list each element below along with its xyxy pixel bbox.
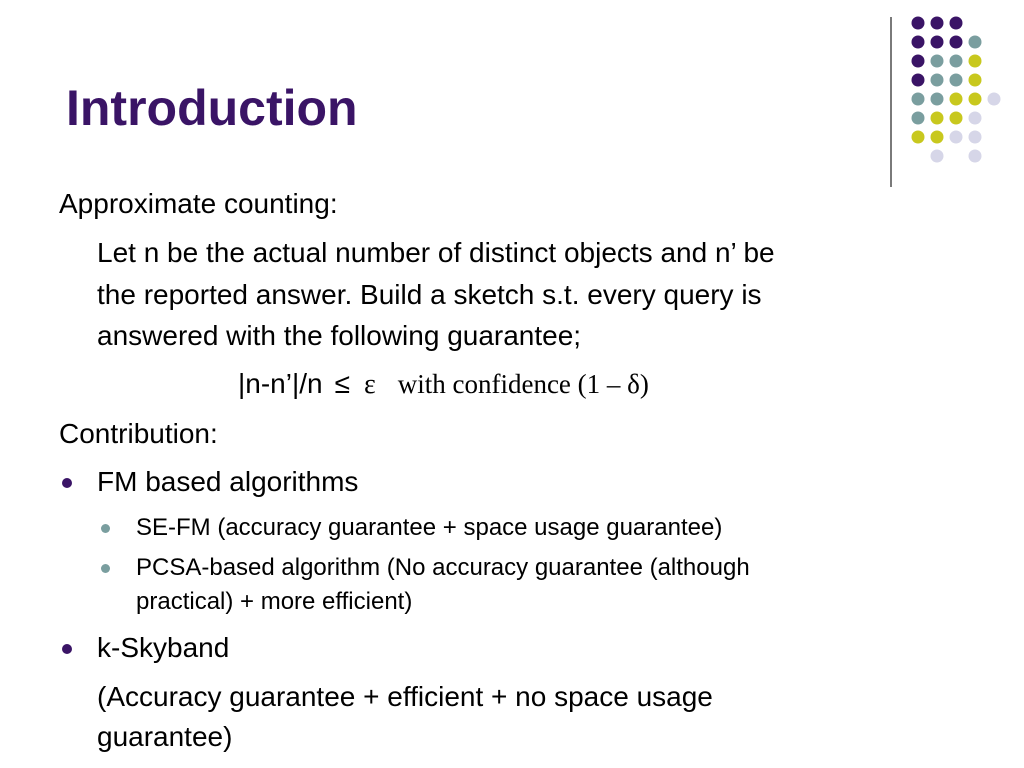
subitem-se-fm: SE-FM (accuracy guarantee + space usage guarantee) (136, 514, 723, 541)
contribution-item-fm: FM based algorithms (97, 466, 359, 497)
skyband-note-line: (Accuracy guarantee + efficient + no space usage (97, 681, 713, 712)
approx-body-line: the reported answer. Build a sketch s.t. every query is (97, 279, 762, 310)
slide-title: Introduction (66, 80, 358, 136)
subitem-pcsa-line: PCSA-based algorithm (No accuracy guarantee (although (136, 554, 750, 581)
contribution-heading: Contribution: (59, 418, 218, 449)
bullet-icon (62, 478, 72, 488)
approx-body-line: Let n be the actual number of distinct objects and n’ be (97, 237, 775, 268)
guarantee-formula (238, 364, 649, 405)
sub-bullet-icon (101, 524, 110, 533)
skyband-note-line: guarantee) (97, 721, 233, 752)
sub-bullet-icon (101, 564, 110, 573)
approx-heading: Approximate counting: (59, 188, 338, 219)
bullet-icon (62, 644, 72, 654)
subitem-pcsa-line: practical) + more efficient) (136, 588, 413, 615)
formula-relation: ≤ (334, 368, 350, 399)
contribution-item-skyband: k-Skyband (97, 632, 230, 663)
formula-lhs: |n-n’|/n (238, 368, 323, 399)
approx-body-line: answered with the following guarantee; (97, 320, 582, 351)
formula-confidence: with confidence (1 – δ) (397, 369, 649, 399)
formula-epsilon: ε (363, 369, 376, 400)
